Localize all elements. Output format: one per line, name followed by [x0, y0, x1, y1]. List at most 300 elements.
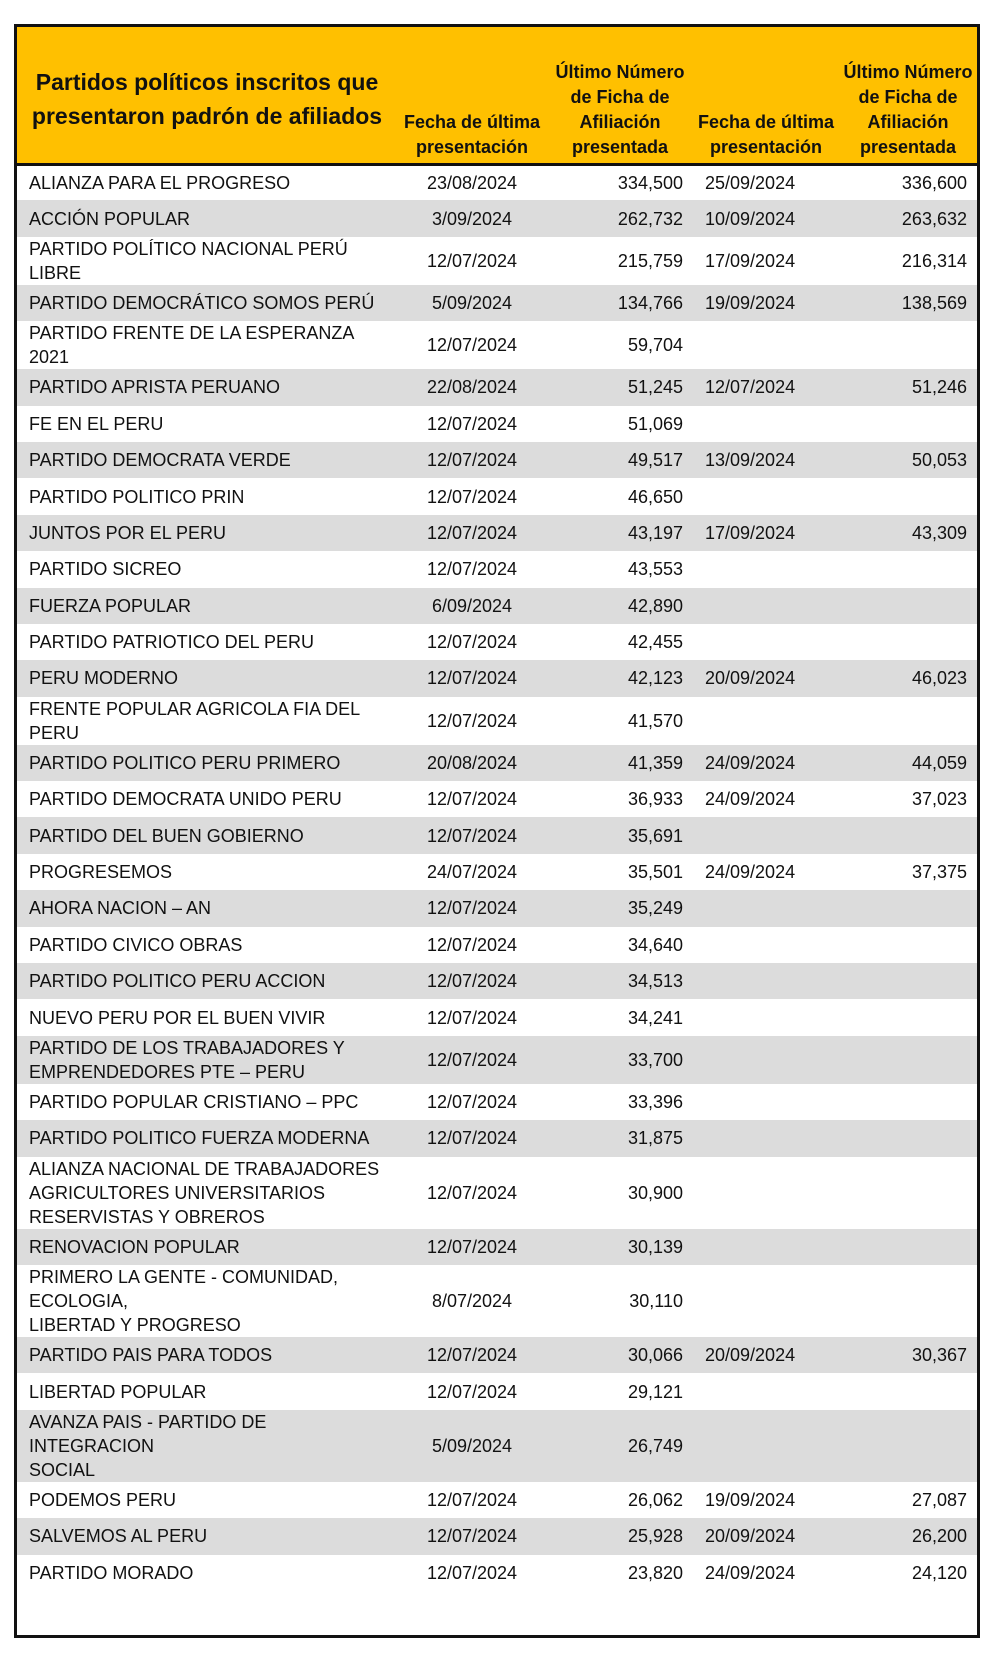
party-name-text: FE EN EL PERU	[29, 413, 164, 434]
party-name-text: RENOVACION POPULAR	[29, 1236, 240, 1257]
table-row	[17, 237, 977, 285]
fecha-1-text: 12/07/2024	[426, 413, 518, 434]
cell-fecha-2	[693, 588, 839, 624]
cell-fecha-2	[693, 164, 839, 200]
cell-fecha-1	[397, 817, 547, 853]
cell-fecha-2	[693, 1229, 839, 1265]
party-name-text: PODEMOS PERU	[29, 1489, 177, 1510]
numero-1-text: 215,759	[617, 250, 683, 271]
cell-numero-2	[839, 200, 977, 236]
numero-1-text: 35,501	[627, 862, 683, 883]
cell-party-name	[17, 406, 397, 442]
table-row	[17, 1084, 977, 1120]
cell-numero-1	[547, 237, 693, 285]
cell-numero-2	[839, 1157, 977, 1229]
fecha-1-text: 22/08/2024	[426, 377, 518, 398]
numero-1-text: 262,732	[617, 208, 683, 229]
party-name-text: PARTIDO SICREO	[29, 559, 182, 580]
numero-1-text: 59,704	[627, 335, 683, 356]
fecha-1-text: 23/08/2024	[426, 172, 518, 193]
fecha-1-text: 12/07/2024	[426, 1526, 518, 1547]
numero-1-text: 43,553	[627, 559, 683, 580]
cell-party-name	[17, 745, 397, 781]
cell-party-name	[17, 1157, 397, 1229]
party-name-text: PARTIDO PATRIOTICO DEL PERU	[29, 632, 315, 653]
cell-fecha-2	[693, 1265, 839, 1337]
cell-fecha-2	[693, 1337, 839, 1373]
cell-fecha-1	[397, 890, 547, 926]
numero-1-text: 23,820	[627, 1562, 683, 1583]
fecha-1-text: 5/09/2024	[431, 1435, 513, 1456]
cell-party-name	[17, 478, 397, 514]
cell-fecha-1	[397, 1157, 547, 1229]
cell-party-name	[17, 817, 397, 853]
cell-fecha-2	[693, 1518, 839, 1554]
cell-fecha-1	[397, 1555, 547, 1591]
cell-party-name	[17, 164, 397, 200]
cell-numero-2	[839, 817, 977, 853]
numero-1-text: 35,249	[627, 898, 683, 919]
header-fecha-2: Fecha de última presentación	[693, 27, 839, 164]
table-row	[17, 515, 977, 551]
cell-party-name	[17, 1373, 397, 1409]
fecha-1-text: 12/07/2024	[426, 632, 518, 653]
cell-numero-1	[547, 200, 693, 236]
table-row	[17, 1410, 977, 1482]
table-body	[17, 164, 977, 1591]
table-row	[17, 927, 977, 963]
cell-fecha-1	[397, 285, 547, 321]
cell-fecha-2	[693, 1157, 839, 1229]
party-name-text: SALVEMOS AL PERU	[29, 1526, 208, 1547]
cell-party-name	[17, 1229, 397, 1265]
fecha-1-text: 24/07/2024	[426, 862, 518, 883]
cell-fecha-1	[397, 442, 547, 478]
cell-fecha-2	[693, 200, 839, 236]
cell-fecha-2	[693, 237, 839, 285]
cell-numero-1	[547, 999, 693, 1035]
cell-fecha-2	[693, 1120, 839, 1156]
numero-1-text: 41,359	[627, 752, 683, 773]
party-name-text: PRIMERO LA GENTE - COMUNIDAD, ECOLOGIA, LIBERTAD Y PROGRESO	[29, 1266, 339, 1335]
fecha-2-text: 24/09/2024	[705, 862, 796, 883]
cell-fecha-1	[397, 697, 547, 745]
cell-fecha-1	[397, 1229, 547, 1265]
party-name-text: PARTIDO DE LOS TRABAJADORES Y EMPRENDEDORES PTE – PERU	[29, 1037, 345, 1082]
cell-party-name	[17, 321, 397, 369]
numero-1-text: 34,513	[627, 971, 683, 992]
cell-fecha-2	[693, 1036, 839, 1084]
fecha-1-text: 12/07/2024	[426, 1128, 518, 1149]
numero-1-text: 26,749	[627, 1435, 683, 1456]
cell-fecha-1	[397, 1265, 547, 1337]
fecha-1-text: 12/07/2024	[426, 1381, 518, 1402]
cell-numero-1	[547, 551, 693, 587]
cell-party-name	[17, 369, 397, 405]
cell-fecha-2	[693, 624, 839, 660]
numero-1-text: 30,139	[627, 1236, 683, 1257]
cell-fecha-1	[397, 1518, 547, 1554]
cell-fecha-1	[397, 660, 547, 696]
cell-numero-1	[547, 369, 693, 405]
table-row	[17, 963, 977, 999]
cell-party-name	[17, 1482, 397, 1518]
cell-numero-1	[547, 1373, 693, 1409]
fecha-1-text: 12/07/2024	[426, 1345, 518, 1366]
cell-numero-2	[839, 999, 977, 1035]
cell-fecha-1	[397, 588, 547, 624]
numero-1-text: 49,517	[627, 450, 683, 471]
cell-fecha-1	[397, 1410, 547, 1482]
cell-party-name	[17, 551, 397, 587]
numero-1-text: 46,650	[627, 486, 683, 507]
table-row	[17, 588, 977, 624]
cell-numero-1	[547, 1036, 693, 1084]
party-name-text: PARTIDO POLITICO PERU ACCION	[29, 971, 326, 992]
cell-numero-2	[839, 1229, 977, 1265]
fecha-2-text: 20/09/2024	[705, 1345, 796, 1366]
cell-fecha-1	[397, 1373, 547, 1409]
party-name-text: PARTIDO CIVICO OBRAS	[29, 934, 243, 955]
numero-1-text: 41,570	[627, 710, 683, 731]
header-numero-2: Último Número de Ficha de Afiliación presentada	[839, 27, 977, 164]
numero-2-text: 263,632	[901, 208, 967, 229]
cell-fecha-2	[693, 406, 839, 442]
fecha-2-text: 13/09/2024	[705, 450, 796, 471]
fecha-1-text: 12/07/2024	[426, 1092, 518, 1112]
cell-party-name	[17, 200, 397, 236]
cell-fecha-1	[397, 369, 547, 405]
cell-party-name	[17, 963, 397, 999]
cell-numero-1	[547, 588, 693, 624]
cell-numero-2	[839, 1555, 977, 1591]
fecha-1-text: 12/07/2024	[426, 1007, 518, 1028]
cell-fecha-2	[693, 369, 839, 405]
cell-numero-2	[839, 697, 977, 745]
table-row	[17, 854, 977, 890]
table-row	[17, 817, 977, 853]
table-row	[17, 1036, 977, 1084]
party-name-text: LIBERTAD POPULAR	[29, 1381, 207, 1402]
cell-numero-1	[547, 285, 693, 321]
cell-numero-1	[547, 1265, 693, 1337]
cell-party-name	[17, 660, 397, 696]
cell-fecha-1	[397, 237, 547, 285]
cell-fecha-2	[693, 890, 839, 926]
cell-fecha-1	[397, 1084, 547, 1120]
numero-2-text: 336,600	[901, 172, 967, 193]
cell-fecha-2	[693, 999, 839, 1035]
cell-party-name	[17, 781, 397, 817]
table-row	[17, 781, 977, 817]
numero-2-text: 24,120	[911, 1562, 967, 1583]
cell-numero-1	[547, 406, 693, 442]
cell-numero-1	[547, 927, 693, 963]
cell-numero-1	[547, 515, 693, 551]
cell-numero-2	[839, 927, 977, 963]
table-row	[17, 321, 977, 369]
party-name-text: PARTIDO DEMOCRATA UNIDO PERU	[29, 789, 342, 810]
table-row	[17, 1229, 977, 1265]
cell-party-name	[17, 515, 397, 551]
numero-2-text: 44,059	[911, 752, 967, 773]
fecha-2-text: 24/09/2024	[705, 789, 796, 810]
cell-numero-2	[839, 321, 977, 369]
party-name-text: AVANZA PAIS - PARTIDO DE INTEGRACION SOCIAL	[29, 1411, 267, 1480]
numero-1-text: 51,245	[627, 377, 683, 398]
cell-fecha-2	[693, 963, 839, 999]
cell-numero-1	[547, 697, 693, 745]
cell-fecha-2	[693, 1555, 839, 1591]
party-name-text: JUNTOS POR EL PERU	[29, 522, 227, 543]
cell-numero-2	[839, 854, 977, 890]
numero-1-text: 34,640	[627, 934, 683, 955]
cell-numero-2	[839, 1337, 977, 1373]
cell-fecha-2	[693, 745, 839, 781]
table-row	[17, 1120, 977, 1156]
fecha-2-text: 20/09/2024	[705, 1526, 796, 1547]
cell-numero-1	[547, 781, 693, 817]
cell-fecha-1	[397, 624, 547, 660]
cell-fecha-1	[397, 963, 547, 999]
numero-1-text: 334,500	[617, 172, 683, 193]
cell-numero-1	[547, 1084, 693, 1120]
numero-1-text: 42,890	[627, 595, 683, 616]
fecha-1-text: 12/07/2024	[426, 898, 518, 919]
cell-fecha-1	[397, 478, 547, 514]
numero-1-text: 26,062	[627, 1489, 683, 1510]
cell-party-name	[17, 1265, 397, 1337]
affiliates-table	[17, 27, 977, 1591]
fecha-1-text: 5/09/2024	[431, 292, 513, 313]
cell-fecha-1	[397, 1482, 547, 1518]
cell-party-name	[17, 624, 397, 660]
party-name-text: PARTIDO POLÍTICO NACIONAL PERÚ LIBRE	[29, 238, 348, 283]
cell-fecha-1	[397, 745, 547, 781]
cell-numero-2	[839, 442, 977, 478]
cell-numero-2	[839, 285, 977, 321]
cell-numero-2	[839, 1120, 977, 1156]
cell-numero-2	[839, 963, 977, 999]
fecha-1-text: 12/07/2024	[426, 825, 518, 846]
cell-party-name	[17, 697, 397, 745]
table-row	[17, 1157, 977, 1229]
cell-numero-2	[839, 1084, 977, 1120]
numero-1-text: 134,766	[617, 292, 683, 313]
cell-party-name	[17, 237, 397, 285]
cell-numero-2	[839, 551, 977, 587]
cell-numero-1	[547, 442, 693, 478]
cell-party-name	[17, 1518, 397, 1554]
fecha-2-text: 24/09/2024	[705, 752, 796, 773]
cell-fecha-2	[693, 1482, 839, 1518]
party-name-text: AHORA NACION – AN	[29, 898, 212, 919]
cell-numero-2	[839, 1410, 977, 1482]
table-row	[17, 890, 977, 926]
cell-party-name	[17, 854, 397, 890]
cell-fecha-1	[397, 200, 547, 236]
party-name-text: ALIANZA NACIONAL DE TRABAJADORES AGRICULTORES UNIVERSITARIOS RESERVISTAS Y OBREROS	[29, 1158, 380, 1227]
cell-fecha-2	[693, 1410, 839, 1482]
cell-numero-2	[839, 1518, 977, 1554]
affiliates-table-frame	[14, 24, 980, 1638]
fecha-1-text: 3/09/2024	[431, 208, 513, 229]
fecha-1-text: 12/07/2024	[426, 668, 518, 689]
fecha-2-text: 19/09/2024	[705, 292, 796, 313]
fecha-1-text: 12/07/2024	[426, 522, 518, 543]
cell-party-name	[17, 1120, 397, 1156]
fecha-1-text: 12/07/2024	[426, 1562, 518, 1583]
numero-1-text: 30,900	[627, 1182, 683, 1203]
cell-numero-1	[547, 624, 693, 660]
cell-fecha-1	[397, 1120, 547, 1156]
numero-2-text: 46,023	[911, 668, 967, 689]
numero-1-text: 30,110	[629, 1290, 683, 1311]
cell-fecha-2	[693, 285, 839, 321]
cell-numero-1	[547, 660, 693, 696]
fecha-1-text: 12/07/2024	[426, 559, 518, 580]
numero-1-text: 42,455	[627, 632, 683, 653]
fecha-2-text: 17/09/2024	[705, 250, 796, 271]
fecha-2-text: 24/09/2024	[705, 1562, 796, 1583]
numero-2-text: 37,375	[911, 862, 967, 883]
cell-party-name	[17, 442, 397, 478]
fecha-1-text: 8/07/2024	[431, 1290, 513, 1311]
cell-numero-1	[547, 1157, 693, 1229]
numero-2-text: 51,246	[911, 377, 967, 398]
cell-fecha-2	[693, 478, 839, 514]
table-row	[17, 478, 977, 514]
cell-fecha-2	[693, 321, 839, 369]
fecha-1-text: 20/08/2024	[426, 752, 518, 773]
numero-2-text: 43,309	[911, 522, 967, 543]
cell-numero-1	[547, 963, 693, 999]
party-name-text: PARTIDO APRISTA PERUANO	[29, 377, 281, 398]
table-row	[17, 745, 977, 781]
header-fecha-1: Fecha de última presentación	[397, 27, 547, 164]
cell-party-name	[17, 890, 397, 926]
cell-fecha-2	[693, 1084, 839, 1120]
cell-fecha-2	[693, 817, 839, 853]
fecha-1-text: 12/07/2024	[426, 250, 518, 271]
cell-numero-1	[547, 321, 693, 369]
numero-1-text: 25,928	[627, 1526, 683, 1547]
fecha-2-text: 17/09/2024	[705, 522, 796, 543]
cell-fecha-1	[397, 321, 547, 369]
cell-fecha-2	[693, 697, 839, 745]
table-row	[17, 164, 977, 200]
table-row	[17, 624, 977, 660]
cell-numero-2	[839, 369, 977, 405]
cell-numero-2	[839, 478, 977, 514]
fecha-1-text: 12/07/2024	[426, 934, 518, 955]
numero-1-text: 31,875	[627, 1128, 683, 1149]
table-row	[17, 1337, 977, 1373]
cell-numero-1	[547, 745, 693, 781]
fecha-1-text: 12/07/2024	[426, 789, 518, 810]
cell-numero-2	[839, 745, 977, 781]
table-header	[17, 27, 977, 164]
cell-numero-2	[839, 890, 977, 926]
cell-fecha-2	[693, 927, 839, 963]
cell-numero-2	[839, 1036, 977, 1084]
fecha-2-text: 12/07/2024	[705, 377, 796, 398]
party-name-text: ALIANZA PARA EL PROGRESO	[29, 172, 291, 193]
cell-fecha-1	[397, 515, 547, 551]
fecha-2-text: 10/09/2024	[705, 208, 796, 229]
party-name-text: PARTIDO FRENTE DE LA ESPERANZA 2021	[29, 323, 354, 368]
party-name-text: PROGRESEMOS	[29, 862, 173, 883]
party-name-text: PARTIDO PAIS PARA TODOS	[29, 1345, 273, 1366]
fecha-1-text: 12/07/2024	[426, 450, 518, 471]
numero-1-text: 30,066	[627, 1345, 683, 1366]
cell-fecha-1	[397, 999, 547, 1035]
cell-numero-1	[547, 1337, 693, 1373]
cell-numero-2	[839, 781, 977, 817]
cell-numero-1	[547, 817, 693, 853]
table-row	[17, 1518, 977, 1554]
fecha-1-text: 12/07/2024	[426, 971, 518, 992]
cell-fecha-2	[693, 781, 839, 817]
fecha-1-text: 6/09/2024	[431, 595, 513, 616]
party-name-text: ACCIÓN POPULAR	[29, 208, 191, 229]
cell-numero-2	[839, 164, 977, 200]
table-row	[17, 1482, 977, 1518]
fecha-2-text: 19/09/2024	[705, 1489, 796, 1510]
cell-fecha-1	[397, 781, 547, 817]
party-name-text: PARTIDO MORADO	[29, 1562, 194, 1583]
party-name-text: PARTIDO DEL BUEN GOBIERNO	[29, 825, 304, 846]
cell-numero-2	[839, 515, 977, 551]
cell-numero-1	[547, 1482, 693, 1518]
table-row	[17, 369, 977, 405]
cell-fecha-1	[397, 164, 547, 200]
cell-numero-1	[547, 1555, 693, 1591]
table-row	[17, 285, 977, 321]
party-name-text: PARTIDO DEMOCRATA VERDE	[29, 450, 291, 471]
cell-numero-2	[839, 237, 977, 285]
fecha-1-text: 12/07/2024	[426, 710, 518, 731]
party-name-text: FUERZA POPULAR	[29, 595, 192, 616]
cell-fecha-2	[693, 854, 839, 890]
cell-numero-2	[839, 1482, 977, 1518]
cell-numero-2	[839, 1265, 977, 1337]
cell-numero-1	[547, 854, 693, 890]
cell-party-name	[17, 588, 397, 624]
cell-numero-1	[547, 890, 693, 926]
table-row	[17, 1373, 977, 1409]
numero-2-text: 50,053	[911, 450, 967, 471]
numero-1-text: 33,700	[627, 1049, 683, 1070]
cell-numero-1	[547, 1518, 693, 1554]
table-row	[17, 200, 977, 236]
numero-1-text: 36,933	[627, 789, 683, 810]
numero-2-text: 216,314	[901, 250, 967, 271]
numero-2-text: 30,367	[911, 1345, 967, 1366]
numero-1-text: 51,069	[627, 413, 683, 434]
cell-party-name	[17, 285, 397, 321]
numero-1-text: 34,241	[627, 1007, 683, 1028]
party-name-text: PARTIDO POLITICO FUERZA MODERNA	[29, 1128, 370, 1149]
cell-numero-1	[547, 164, 693, 200]
cell-numero-1	[547, 1410, 693, 1482]
cell-fecha-2	[693, 515, 839, 551]
header-title: Partidos políticos inscritos que presentaron padrón de afiliados	[17, 27, 397, 164]
table-row	[17, 442, 977, 478]
cell-fecha-2	[693, 551, 839, 587]
cell-numero-2	[839, 624, 977, 660]
table-row	[17, 999, 977, 1035]
